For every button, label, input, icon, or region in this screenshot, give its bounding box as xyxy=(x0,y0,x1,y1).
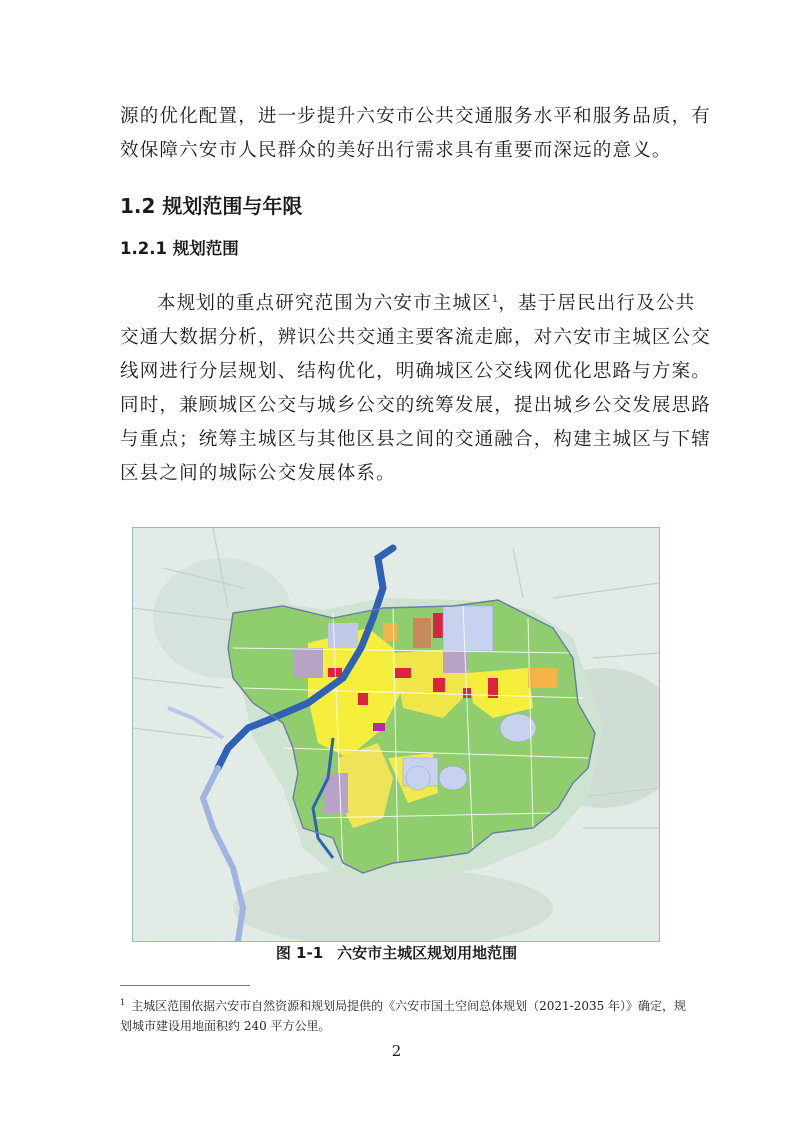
text-segment: ，基于居民出行及公共 xyxy=(498,293,696,315)
subsection-heading: 1.2.1 规划范围 xyxy=(120,239,239,258)
text-line: 源的优化配置，进一步提升六安市公共交通服务水平和服务品质，有 xyxy=(120,106,712,127)
text-line: 同时，兼顾城区公交与城乡公交的统筹发展，提出城乡公交发展思路 xyxy=(120,395,712,417)
text-line: 区县之间的城际公交发展体系。 xyxy=(120,463,396,485)
footnote xyxy=(120,993,687,1036)
page-number: 2 xyxy=(391,1042,402,1060)
section-heading: 1.2 规划范围与年限 xyxy=(120,194,303,218)
text-segment: 本规划的重点研究范围为六安市主城区 xyxy=(157,293,492,315)
text-line xyxy=(120,283,696,321)
text-line: 与重点；统筹主城区与其他区县之间的交通融合，构建主城区与下辖 xyxy=(120,429,712,451)
figure-caption xyxy=(0,942,793,963)
intro-paragraph xyxy=(120,100,712,168)
land-use-map xyxy=(133,528,659,941)
text-line: 交通大数据分析，辨识公共交通主要客流走廊，对六安市主城区公交 xyxy=(120,327,712,349)
figure-number: 图 1-1 xyxy=(275,944,324,962)
footnote-text: 主城区范围依据六安市自然资源和规划局提供的《六安市国土空间总体规划（2021-2035 年）》确定，规 xyxy=(131,999,687,1013)
footnote-divider xyxy=(120,985,250,986)
body-paragraph xyxy=(120,283,712,491)
land-use-map-figure xyxy=(132,527,660,942)
figure-title: 六安市主城区规划用地范围 xyxy=(337,944,518,962)
text-line: 效保障六安市人民群众的美好出行需求具有重要而深远的意义。 xyxy=(120,140,672,161)
footnote-line xyxy=(120,993,687,1016)
footnote-marker: 1 xyxy=(120,998,126,1007)
footnote-line: 划城市建设用地面积约 240 平方公里。 xyxy=(120,1019,331,1033)
footnote-reference[interactable]: 1 xyxy=(491,294,499,305)
text-line: 线网进行分层规划、结构优化，明确城区公交线网优化思路与方案。 xyxy=(120,361,712,383)
